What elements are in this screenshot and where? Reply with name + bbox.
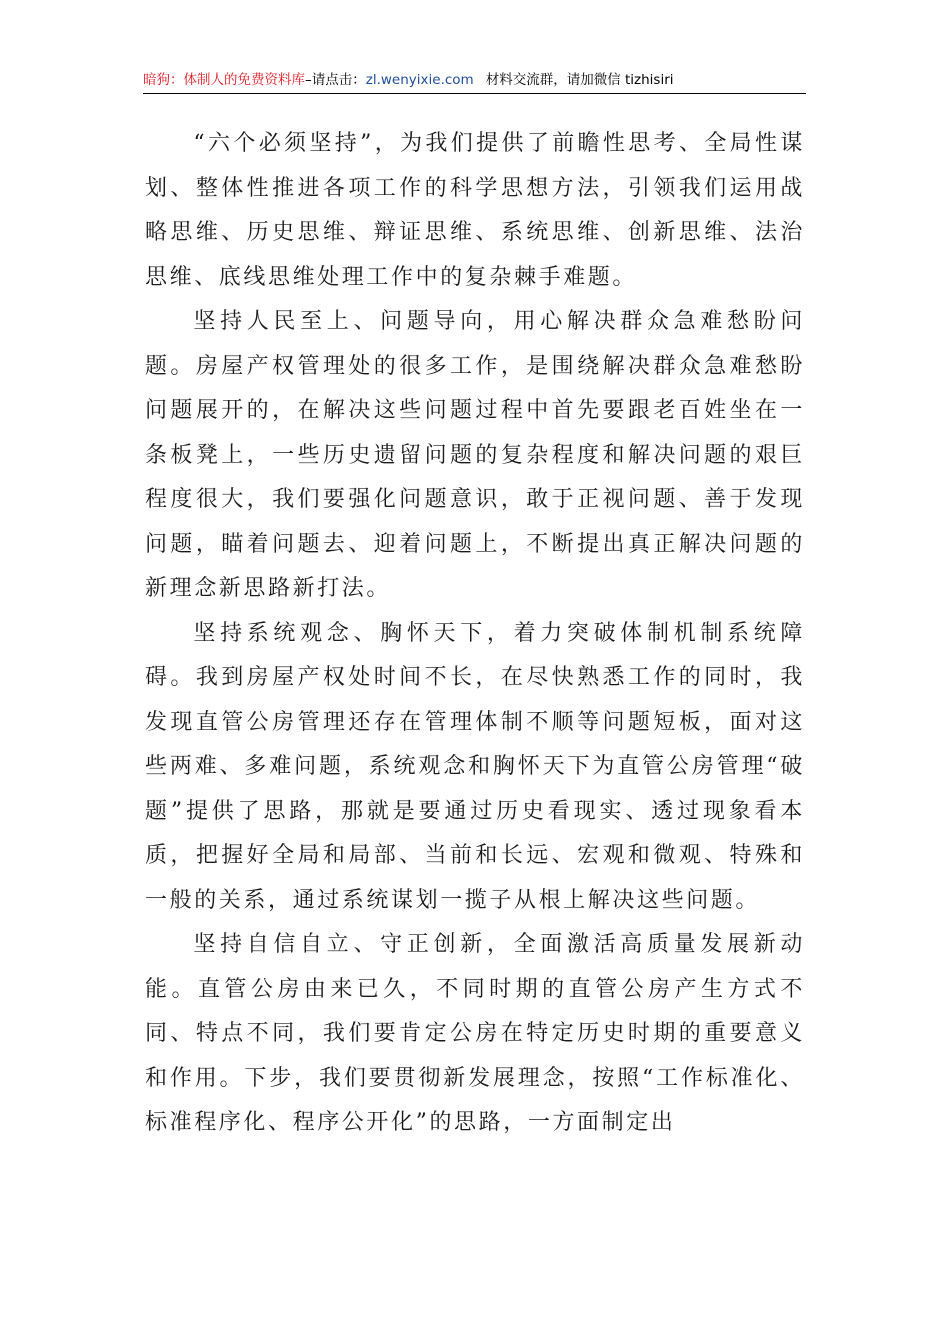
header-divider xyxy=(143,93,806,94)
document-body xyxy=(145,122,805,1146)
header-click-prompt: –请点击： xyxy=(305,72,366,88)
page-header xyxy=(143,70,806,94)
paragraph-2: 坚持人民至上、问题导向，用心解决群众急难愁盼问题。房屋产权管理处的很多工作，是围绕解决群众急难愁盼问题展开的，在解决这些问题过程中首先要跟老百姓坐在一条板凳上，一些历史遗留问题的复杂程度和解决问题的艰巨程度很大，我们要强化问题意识，敢于正视问题、善于发现问题，瞄着问题去、迎着问题上，不断提出真正解决问题的新理念新思路新打法。 xyxy=(145,309,805,601)
header-site-name: 暗狗：体制人的免费资料库 xyxy=(143,72,305,88)
paragraph-4: 坚持自信自立、守正创新，全面激活高质量发展新动能。直管公房由来已久，不同时期的直管公房产生方式不同、特点不同，我们要肯定公房在特定历史时期的重要意义和作用。下步，我们要贯彻新发展理念，按照“工作标准化、标准程序化、程序公开化”的思路，一方面制定出 xyxy=(145,932,805,1135)
paragraph-3: 坚持系统观念、胸怀天下，着力突破体制机制系统障碍。我到房屋产权处时间不长，在尽快熟悉工作的同时，我发现直管公房管理还存在管理体制不顺等问题短板，面对这些两难、多难问题，系统观念和胸怀天下为直管公房管理“破题”提供了思路，那就是要通过历史看现实、透过现象看本质，把握好全局和局部、当前和长远、宏观和微观、特殊和一般的关系，通过系统谋划一揽子从根上解决这些问题。 xyxy=(145,620,805,913)
paragraph-1: “六个必须坚持”，为我们提供了前瞻性思考、全局性谋划、整体性推进各项工作的科学思想方法，引领我们运用战略思维、历史思维、辩证思维、系统思维、创新思维、法治思维、底线思维处理工作中的复杂棘手难题。 xyxy=(145,131,805,290)
header-url-link[interactable]: zl.wenyixie.com xyxy=(365,72,474,88)
header-group-note: 材料交流群，请加微信 tizhisiri xyxy=(485,72,674,88)
